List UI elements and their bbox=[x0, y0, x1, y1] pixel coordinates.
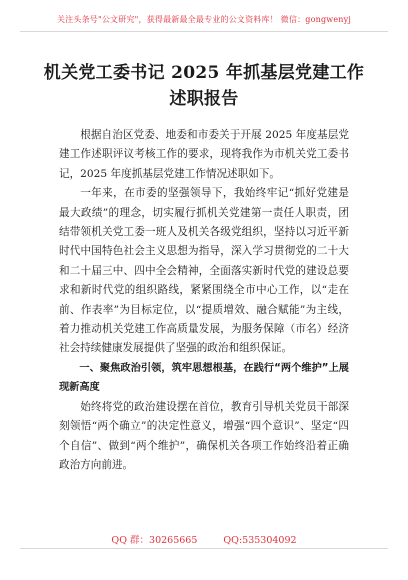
title-line-2: 述职报告 bbox=[169, 89, 239, 109]
section-heading: 一、聚焦政治引领，筑牢思想根基，在践行“两个维护”上展现新高度 bbox=[59, 362, 349, 394]
paragraph-overview: 一年来，在市委的坚强领导下，我始终牢记“抓好党建是最大政绩”的理念，切实履行抓机关党建第一责任人职责，团结带领机关党工委一班人及机关各级党组织，坚持以习近平新时代中国特色社会主义思想为指导，深入学习贯彻党的二十大和二十届三中、四中全会精神，全面落实新时代党的建设总要求和新时代党的组织路线，紧紧围绕全市中心工作，以“走在前、作表率”为目标定位，以“提质增效、融合赋能”为主线，着力推动机关党建工作高质量发展，为服务保障（市名）经济社会持续健康发展提供了坚强的政治和组织保证。 bbox=[59, 187, 349, 355]
footer-contacts bbox=[0, 532, 408, 546]
header-notice: 关注头条号"公文研究"，获得最新最全最专业的公文资料库！ 微信：gongwenyj bbox=[56, 15, 352, 24]
footer-qq: QQ:535304092 bbox=[223, 535, 297, 546]
footer-divider bbox=[20, 548, 388, 549]
document-body bbox=[59, 126, 349, 475]
paragraph-intro: 根据自治区党委、地委和市委关于开展 2025 年度基层党建工作述职评议考核工作的要求，现将我作为市机关党工委书记，2025 年度抓基层党建工作情况述职如下。 bbox=[59, 129, 349, 180]
title-line-1: 机关党工委书记 2025 年抓基层党建工作 bbox=[43, 63, 365, 83]
footer-qq-group: QQ 群：30265665 bbox=[111, 535, 198, 546]
paragraph-section-1: 始终将党的政治建设摆在首位，教育引导机关党员干部深刻领悟“两个确立”的决定性意义，增强“四个意识”、坚定“四个自信”、做到“两个维护”，确保机关各项工作始终沿着正确政治方向前进。 bbox=[59, 400, 349, 471]
document-title bbox=[40, 60, 368, 112]
header-divider bbox=[20, 31, 388, 32]
